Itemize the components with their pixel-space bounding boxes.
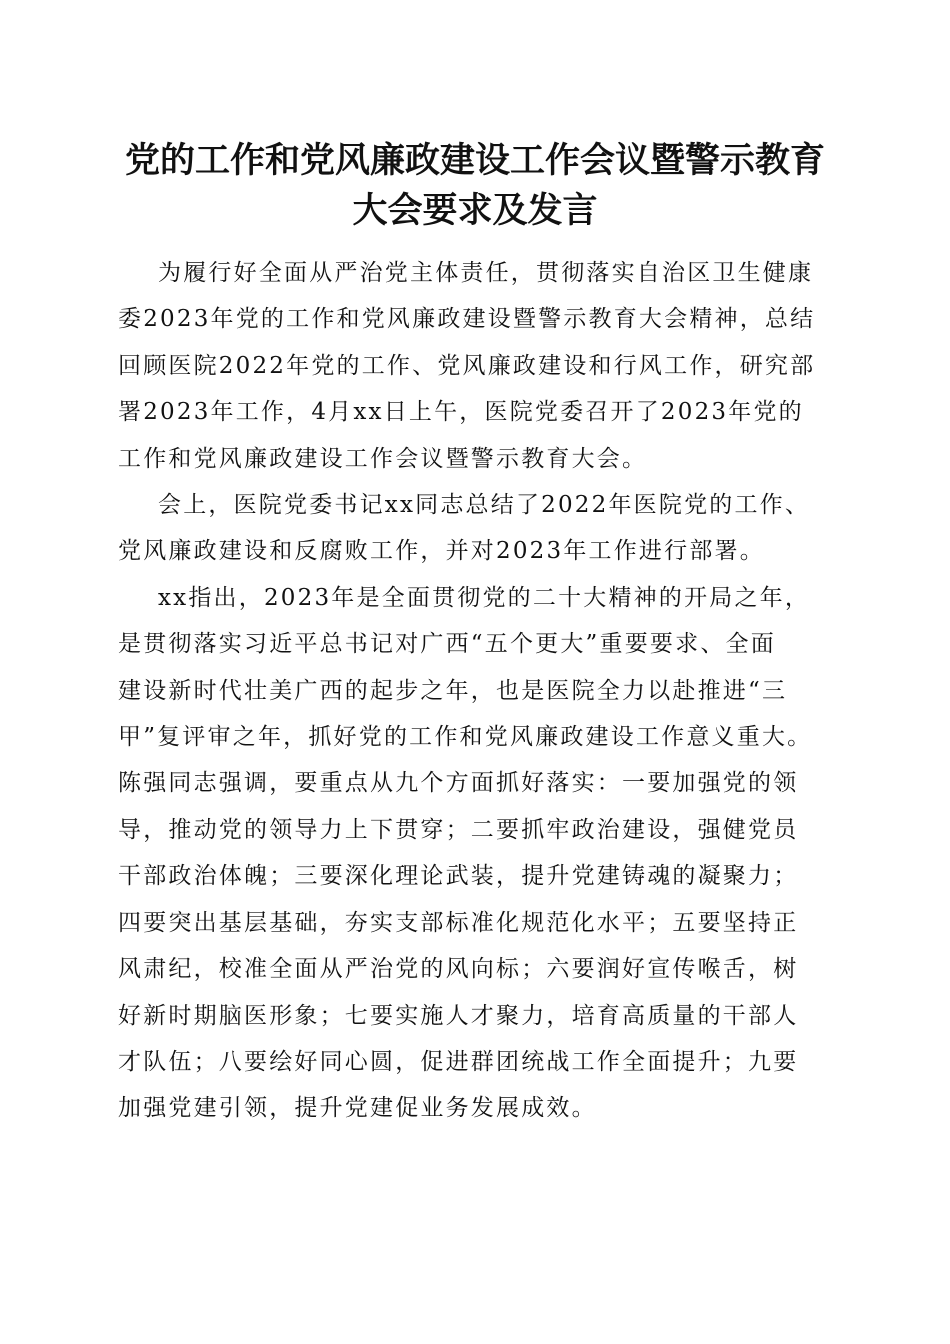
paragraph-2 <box>118 482 838 575</box>
paragraph-line: 为履行好全面从严治党主体责任，贯彻落实自治区卫生健康 <box>158 260 814 286</box>
paragraph-line: 干部政治体魄；三要深化理论武装，提升党建铸魂的凝聚力； <box>118 863 799 890</box>
paragraph-line: 署2023年工作，4月xx日上午，医院党委召开了2023年党的 <box>118 399 804 426</box>
paragraph-3 <box>118 575 838 1132</box>
paragraph-line: 才队伍；八要绘好同心圆，促进群团统战工作全面提升；九要 <box>118 1048 799 1075</box>
paragraph-line: 导，推动党的领导力上下贯穿；二要抓牢政治建设，强健党员 <box>118 816 799 843</box>
paragraph-line: xx指出，2023年是全面贯彻党的二十大精神的开局之年， <box>158 584 811 611</box>
paragraph-line: 风肃纪，校准全面从严治党的风向标；六要润好宣传喉舌，树 <box>118 956 799 983</box>
paragraph-line: 是贯彻落实习近平总书记对广西“五个更大”重要要求、全面 <box>118 631 776 658</box>
paragraph-line: 加强党建引领，提升党建促业务发展成效。 <box>118 1095 597 1122</box>
paragraph-line: 委2023年党的工作和党风廉政建设暨警示教育大会精神，总结 <box>118 306 816 333</box>
paragraph-line: 党风廉政建设和反腐败工作，并对2023年工作进行部署。 <box>118 538 765 565</box>
paragraph-line: 甲”复评审之年，抓好党的工作和党风廉政建设工作意义重大。 <box>118 724 813 751</box>
paragraph-line: 好新时期脑医形象；七要实施人才聚力，培育高质量的干部人 <box>118 1002 799 1029</box>
paragraph-line: 陈强同志强调，要重点从九个方面抓好落实：一要加强党的领 <box>118 770 799 797</box>
paragraph-line: 建设新时代壮美广西的起步之年，也是医院全力以赴推进“三 <box>118 677 788 704</box>
document-body <box>118 250 838 1132</box>
paragraph-line: 工作和党风廉政建设工作会议暨警示教育大会。 <box>118 445 648 472</box>
document-title <box>100 136 850 236</box>
title-line-2: 大会要求及发言 <box>352 190 598 231</box>
paragraph-line: 会上，医院党委书记xx同志总结了2022年医院党的工作、 <box>158 492 811 519</box>
title-line-1: 党的工作和党风廉政建设工作会议暨警示教育 <box>124 140 825 181</box>
paragraph-line: 回顾医院2022年党的工作、党风廉政建设和行风工作，研究部 <box>118 352 816 379</box>
paragraph-1 <box>118 250 838 482</box>
paragraph-line: 四要突出基层基础，夯实支部标准化规范化水平；五要坚持正 <box>118 909 799 936</box>
